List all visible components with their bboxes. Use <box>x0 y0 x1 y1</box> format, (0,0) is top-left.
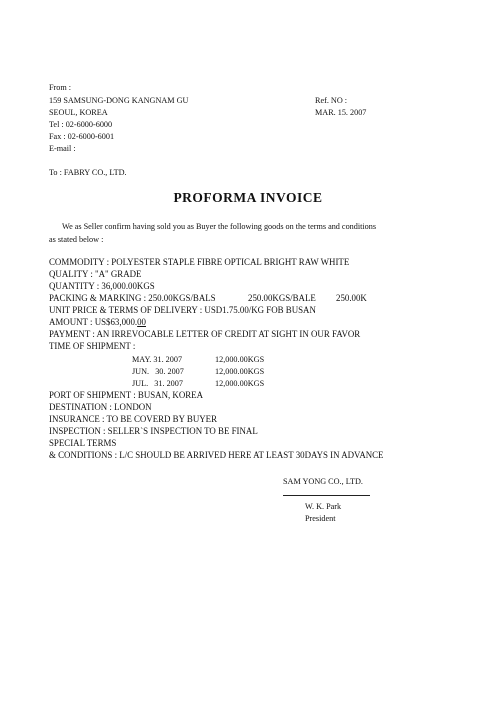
signature-line <box>283 495 370 496</box>
shipment-date: MAY. 31. 2007 <box>132 355 183 364</box>
shipment-qty: 12,000.00KGS <box>215 379 265 388</box>
amount-cents: 00 <box>137 317 146 327</box>
signatory-position: President <box>305 514 336 523</box>
to-recipient: To : FABRY CO., LTD. <box>49 168 127 177</box>
special-conditions: & CONDITIONS : L/C SHOULD BE ARRIVED HERE AT LEAST 30DAYS IN ADVANCE <box>49 450 384 460</box>
special-terms-label: SPECIAL TERMS <box>49 438 117 448</box>
quality: QUALITY : "A" GRADE <box>49 269 142 279</box>
from-address-line2: SEOUL, KOREA <box>49 108 108 117</box>
from-fax: Fax : 02-6000-6001 <box>49 132 115 141</box>
port-of-shipment: PORT OF SHIPMENT : BUSAN, KOREA <box>49 390 203 400</box>
from-tel: Tel : 02-6000-6000 <box>49 120 113 129</box>
amount <box>49 317 146 329</box>
from-label: From : <box>49 83 72 92</box>
from-address-line1: 159 SAMSUNG-DONG KANGNAM GU <box>49 96 189 105</box>
shipment-label: TIME OF SHIPMENT : <box>49 341 136 351</box>
document-title: PROFORMA INVOICE <box>173 190 323 205</box>
shipment-date: JUN. 30. 2007 <box>132 367 184 376</box>
destination: DESTINATION : LONDON <box>49 402 152 412</box>
shipment-qty: 12,000.00KGS <box>215 355 265 364</box>
intro-line2: as stated below : <box>49 235 104 244</box>
insurance: INSURANCE : TO BE COVERD BY BUYER <box>49 414 217 424</box>
ref-number-label: Ref. NO : <box>315 96 348 105</box>
from-email: E-mail : <box>49 144 76 153</box>
shipment-date: JUL. 31. 2007 <box>132 379 183 388</box>
commodity: COMMODITY : POLYESTER STAPLE FIBRE OPTICAL BRIGHT RAW WHITE <box>49 257 350 267</box>
inspection: INSPECTION : SELLER`S INSPECTION TO BE FINAL <box>49 426 258 436</box>
amount-main: AMOUNT : US$63,000. <box>49 317 138 327</box>
packing-marking: PACKING & MARKING : 250.00KGS/BALS <box>49 293 216 303</box>
packing-extra: 250.00K <box>336 293 367 303</box>
payment: PAYMENT : AN IRREVOCABLE LETTER OF CREDIT AT SIGHT IN OUR FAVOR <box>49 329 361 339</box>
intro-line1: We as Seller confirm having sold you as Buyer the following goods on the terms and conditions <box>62 222 377 231</box>
signature-company: SAM YONG CO., LTD. <box>283 477 363 486</box>
ref-date: MAR. 15. 2007 <box>315 108 367 117</box>
packing-per-bale: 250.00KGS/BALE <box>248 293 316 303</box>
shipment-qty: 12,000.00KGS <box>215 367 265 376</box>
unit-price: UNIT PRICE & TERMS OF DELIVERY : USD1.75.00/KG FOB BUSAN <box>49 305 316 315</box>
quantity: QUANTITY : 36,000.00KGS <box>49 281 155 291</box>
signatory-name: W. K. Park <box>305 502 342 511</box>
